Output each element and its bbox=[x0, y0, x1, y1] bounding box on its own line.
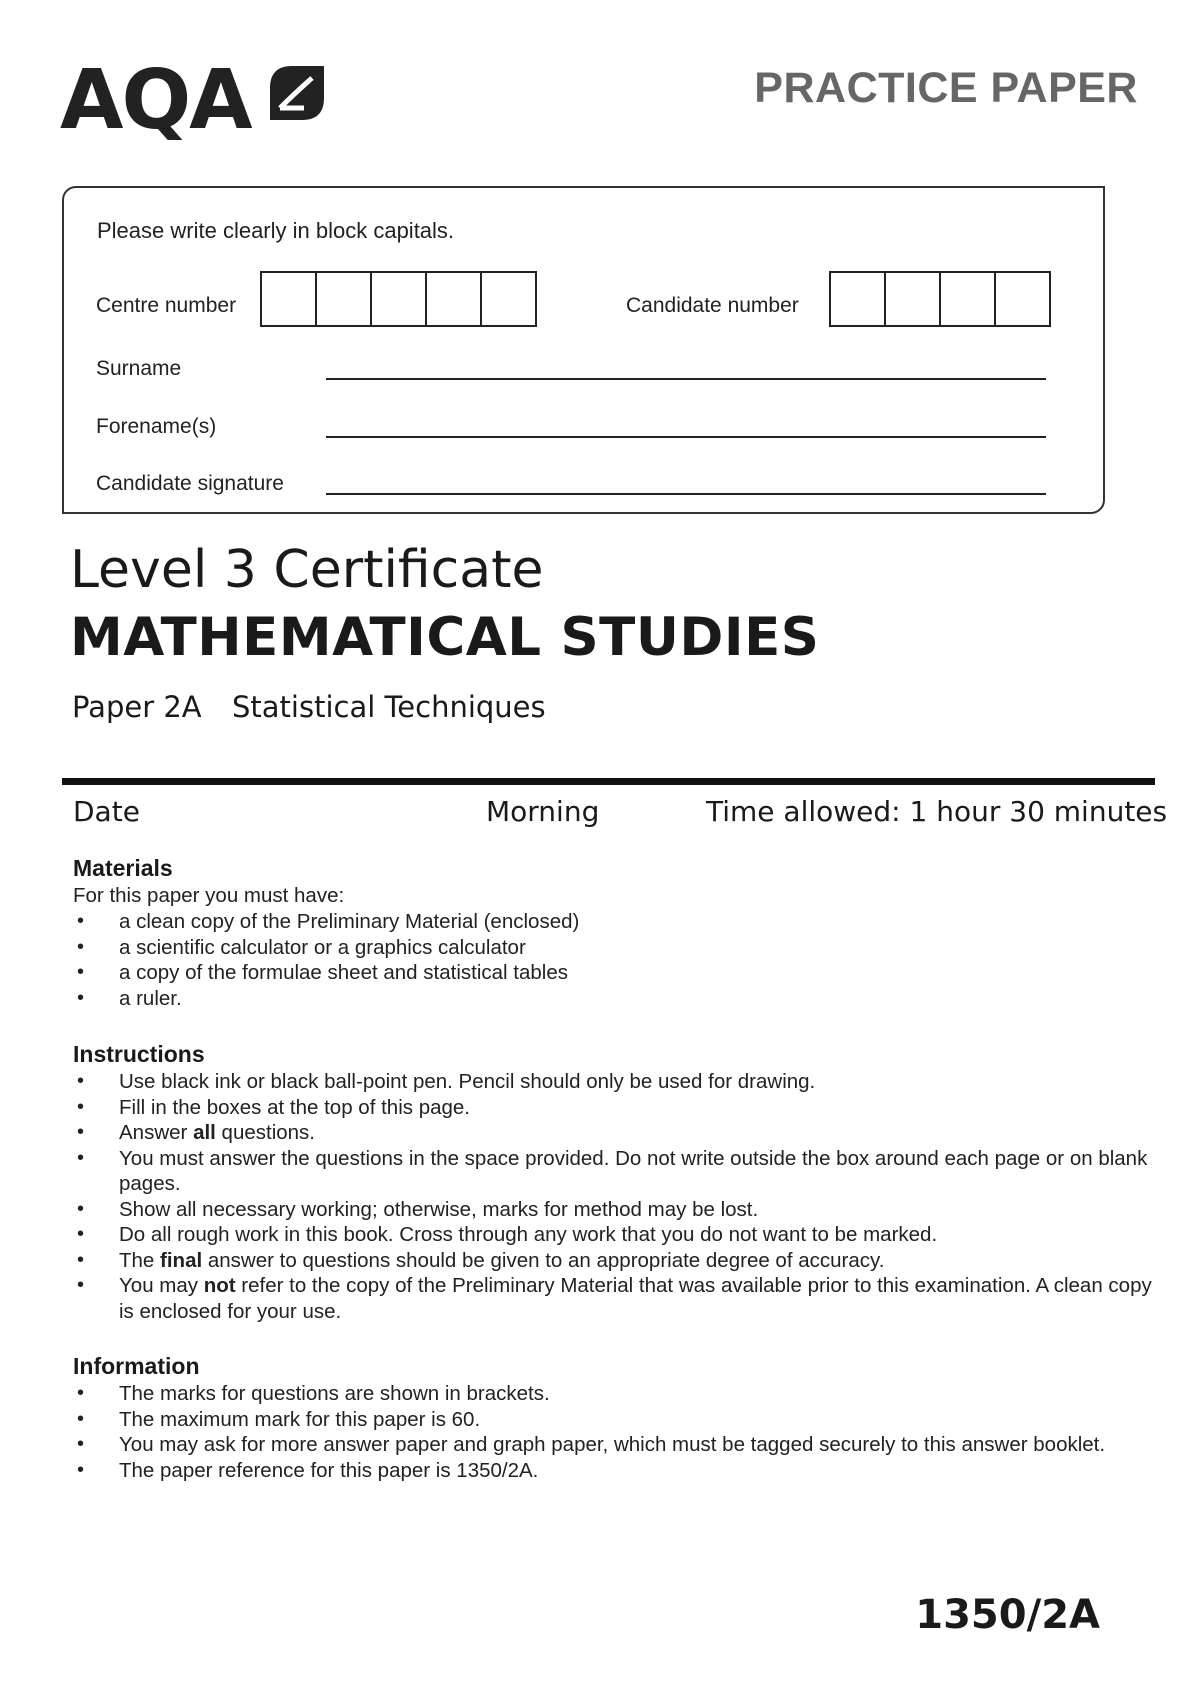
list-item: • You must answer the questions in the space provided. Do not write outside the box around each page or on blank pages. bbox=[73, 1146, 1153, 1197]
materials-intro: For this paper you must have: bbox=[73, 884, 345, 907]
candidate-digit-box[interactable] bbox=[939, 271, 996, 327]
materials-list bbox=[73, 909, 1153, 1011]
list-item: • a ruler. bbox=[73, 986, 1153, 1012]
list-item: • The paper reference for this paper is 1350/2A. bbox=[73, 1458, 1153, 1484]
paper-name: Statistical Techniques bbox=[232, 690, 546, 724]
centre-digit-box[interactable] bbox=[260, 271, 317, 327]
centre-digit-box[interactable] bbox=[480, 271, 537, 327]
candidate-digit-box[interactable] bbox=[884, 271, 941, 327]
centre-digit-box[interactable] bbox=[315, 271, 372, 327]
qualification-level: Level 3 Certificate bbox=[70, 540, 544, 600]
time-allowed: Time allowed: 1 hour 30 minutes bbox=[706, 795, 1168, 828]
information-list bbox=[73, 1381, 1153, 1483]
centre-digit-box[interactable] bbox=[425, 271, 482, 327]
session-label: Morning bbox=[486, 795, 600, 828]
surname-label: Surname bbox=[96, 357, 182, 380]
list-item: • a scientific calculator or a graphics calculator bbox=[73, 935, 1153, 961]
list-item: • You may ask for more answer paper and graph paper, which must be tagged securely to this answer booklet. bbox=[73, 1432, 1153, 1458]
list-item: • Fill in the boxes at the top of this page. bbox=[73, 1095, 1153, 1121]
instructions-heading: Instructions bbox=[73, 1041, 205, 1067]
practice-paper-label: PRACTICE PAPER bbox=[754, 64, 1138, 112]
forenames-line[interactable] bbox=[326, 436, 1046, 438]
centre-number-label: Centre number bbox=[96, 294, 237, 317]
signature-line[interactable] bbox=[326, 493, 1046, 495]
centre-number-boxes bbox=[262, 271, 537, 327]
candidate-number-boxes bbox=[831, 271, 1051, 327]
forenames-label: Forename(s) bbox=[96, 415, 217, 438]
candidate-digit-box[interactable] bbox=[994, 271, 1051, 327]
list-item: • The maximum mark for this paper is 60. bbox=[73, 1407, 1153, 1433]
materials-heading: Materials bbox=[73, 855, 173, 881]
divider bbox=[62, 778, 1155, 785]
list-item: • a clean copy of the Preliminary Material (enclosed) bbox=[73, 909, 1153, 935]
signature-label: Candidate signature bbox=[96, 472, 284, 495]
logo-text: AQA bbox=[60, 53, 251, 148]
subject-title: MATHEMATICAL STUDIES bbox=[70, 607, 820, 668]
list-item: • The marks for questions are shown in brackets. bbox=[73, 1381, 1153, 1407]
list-item: • The final answer to questions should be given to an appropriate degree of accuracy. bbox=[73, 1248, 1153, 1274]
list-item: • Do all rough work in this book. Cross through any work that you do not want to be marked. bbox=[73, 1222, 1153, 1248]
date-label: Date bbox=[73, 795, 140, 828]
aqa-leaf-icon bbox=[268, 64, 326, 122]
information-heading: Information bbox=[73, 1353, 200, 1379]
block-capitals-instruction: Please write clearly in block capitals. bbox=[97, 218, 455, 243]
instructions-list bbox=[73, 1069, 1153, 1324]
candidate-digit-box[interactable] bbox=[829, 271, 886, 327]
list-item: • a copy of the formulae sheet and statistical tables bbox=[73, 960, 1153, 986]
centre-digit-box[interactable] bbox=[370, 271, 427, 327]
paper-reference: 1350/2A bbox=[915, 1592, 1100, 1638]
candidate-number-label: Candidate number bbox=[626, 294, 799, 317]
list-item: • Show all necessary working; otherwise, marks for method may be lost. bbox=[73, 1197, 1153, 1223]
list-item: • You may not refer to the copy of the Preliminary Material that was available prior to this examination. A clean copy is enclosed for your use. bbox=[73, 1273, 1153, 1324]
list-item: • Answer all questions. bbox=[73, 1120, 1153, 1146]
paper-id: Paper 2A bbox=[72, 690, 202, 724]
list-item: • Use black ink or black ball-point pen. Pencil should only be used for drawing. bbox=[73, 1069, 1153, 1095]
surname-line[interactable] bbox=[326, 378, 1046, 380]
